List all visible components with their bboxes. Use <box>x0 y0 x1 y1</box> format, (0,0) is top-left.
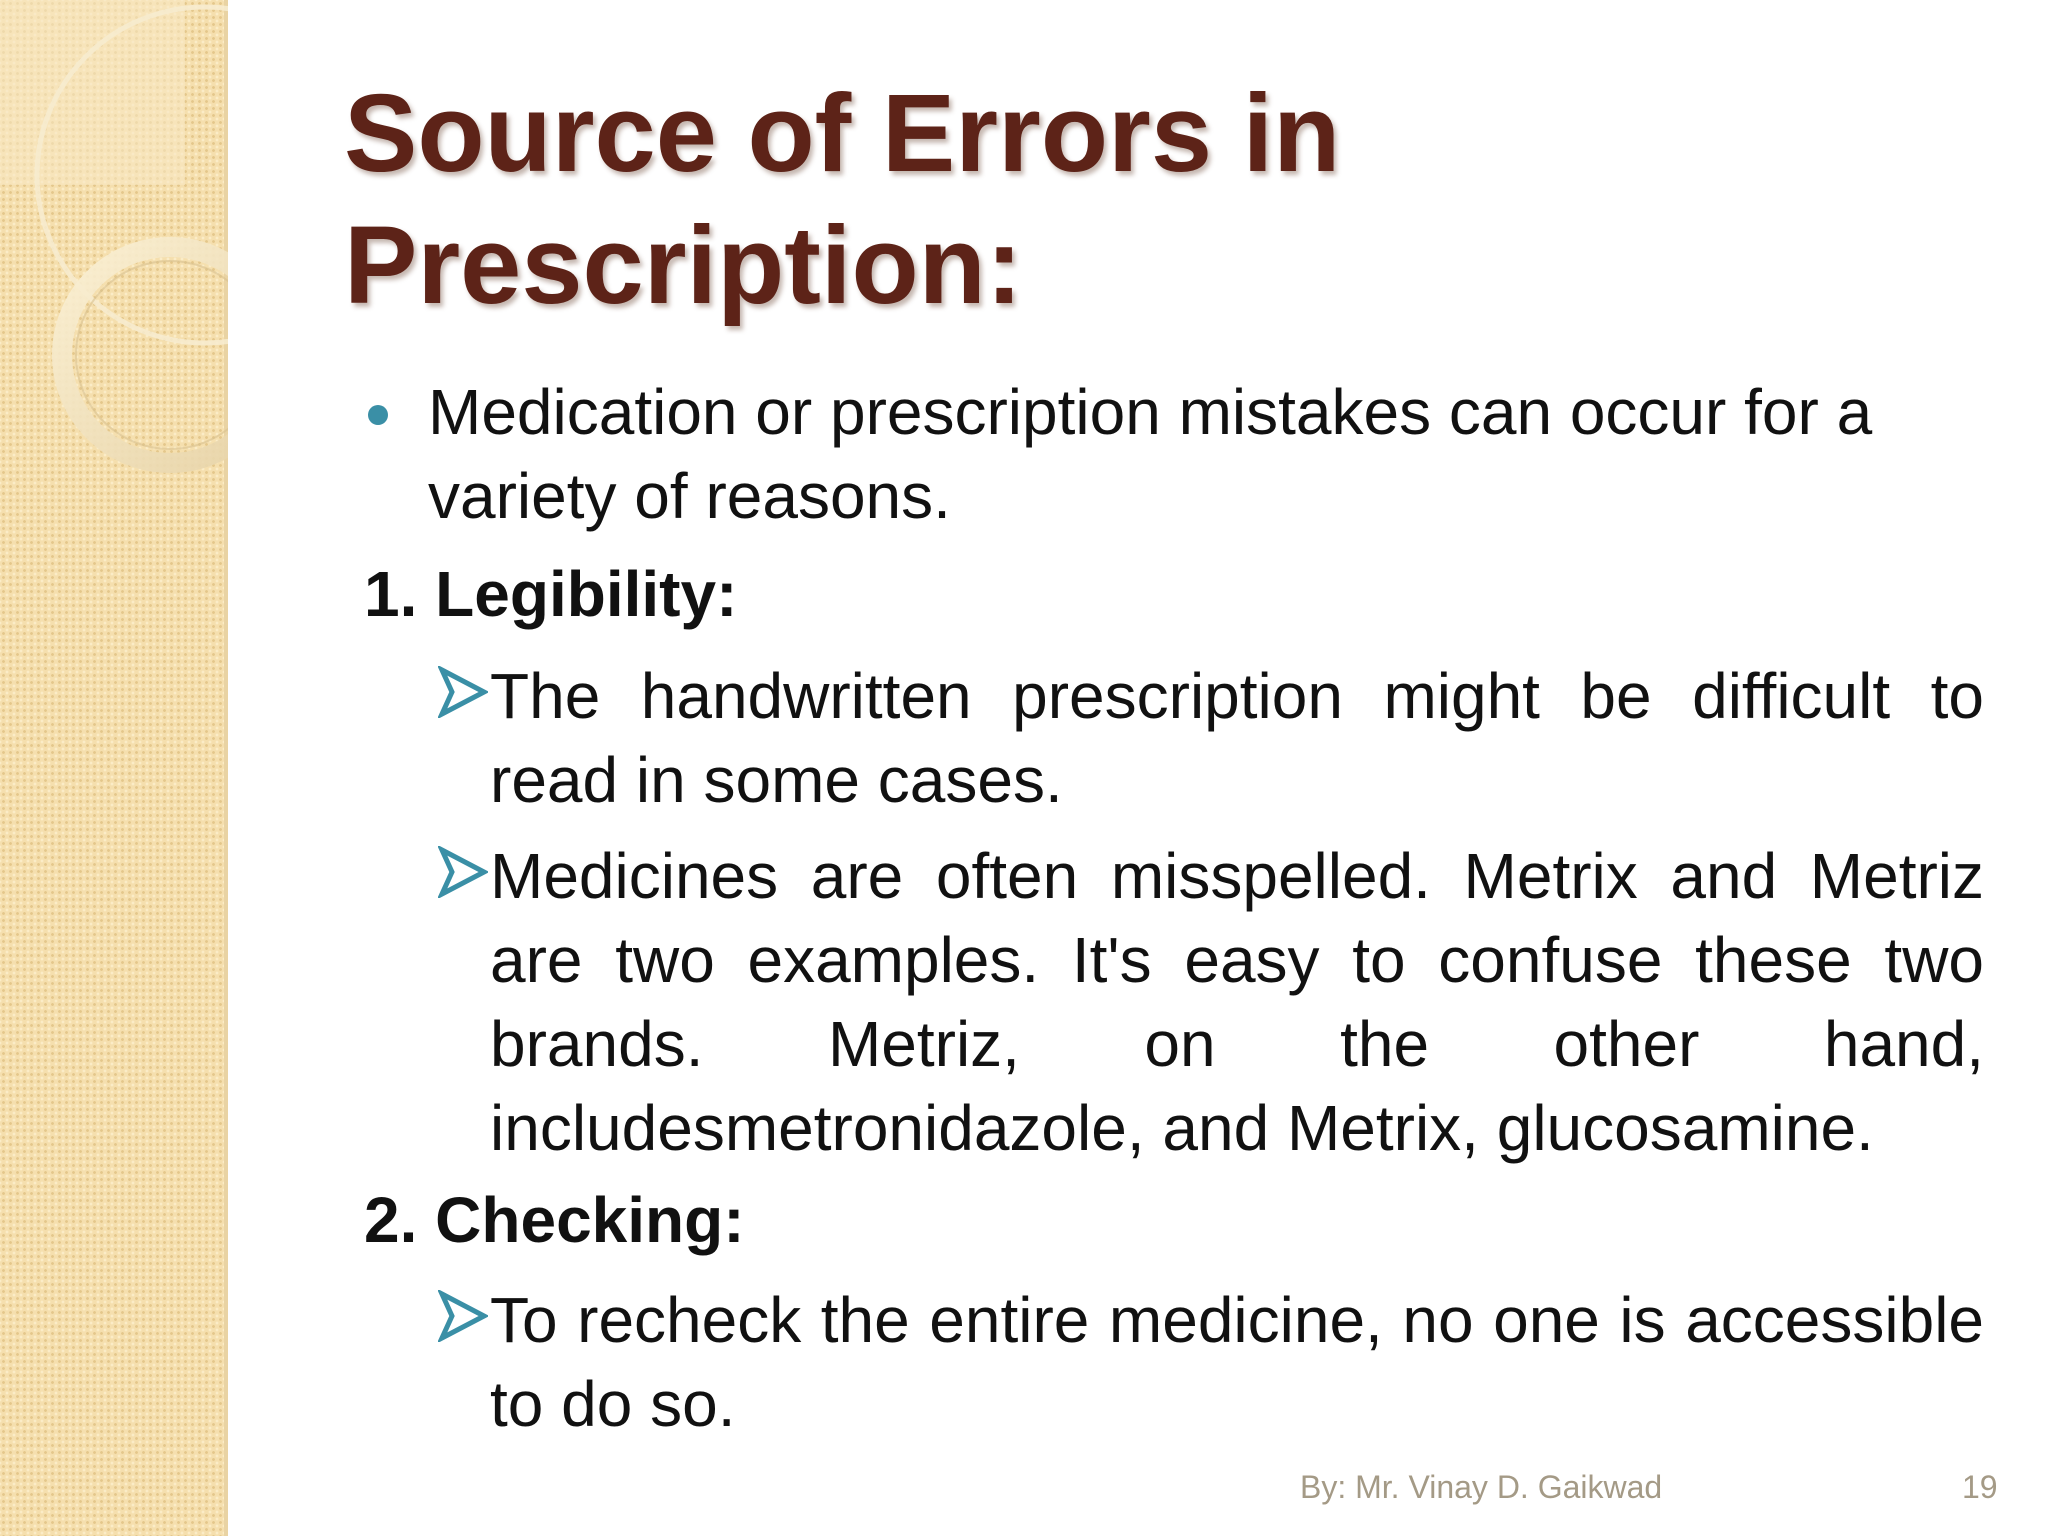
legibility-point-misspelled: Medicines are often misspelled. Metrix and Metriz are two examples. It's easy to confuse these two brands. Metriz, on the other hand, includesmetronidazole, and Metrix, glucosamine. <box>490 840 1984 1164</box>
section-heading-legibility: 1. Legibility: <box>364 558 738 630</box>
slide-title: Source of Errors in Prescription: <box>344 72 1341 327</box>
footer-page-number: 19 <box>1962 1469 1998 1505</box>
section-heading-checking: 2. Checking: <box>364 1184 745 1256</box>
checking-point-recheck: To recheck the entire medicine, no one is accessible to do so. <box>490 1284 1984 1440</box>
arrow-bullet-icon <box>438 666 488 718</box>
legibility-point-handwritten: The handwritten prescription might be difficult to read in some cases. <box>490 660 1984 816</box>
arrow-bullet-icon <box>438 1290 488 1342</box>
filled-circle-bullet-icon <box>368 405 388 425</box>
arrow-bullet-icon <box>438 846 488 898</box>
intro-bullet-text: Medication or prescription mistakes can occur for a variety of reasons. <box>428 376 1873 532</box>
footer-author: By: Mr. Vinay D. Gaikwad <box>1300 1469 1663 1505</box>
